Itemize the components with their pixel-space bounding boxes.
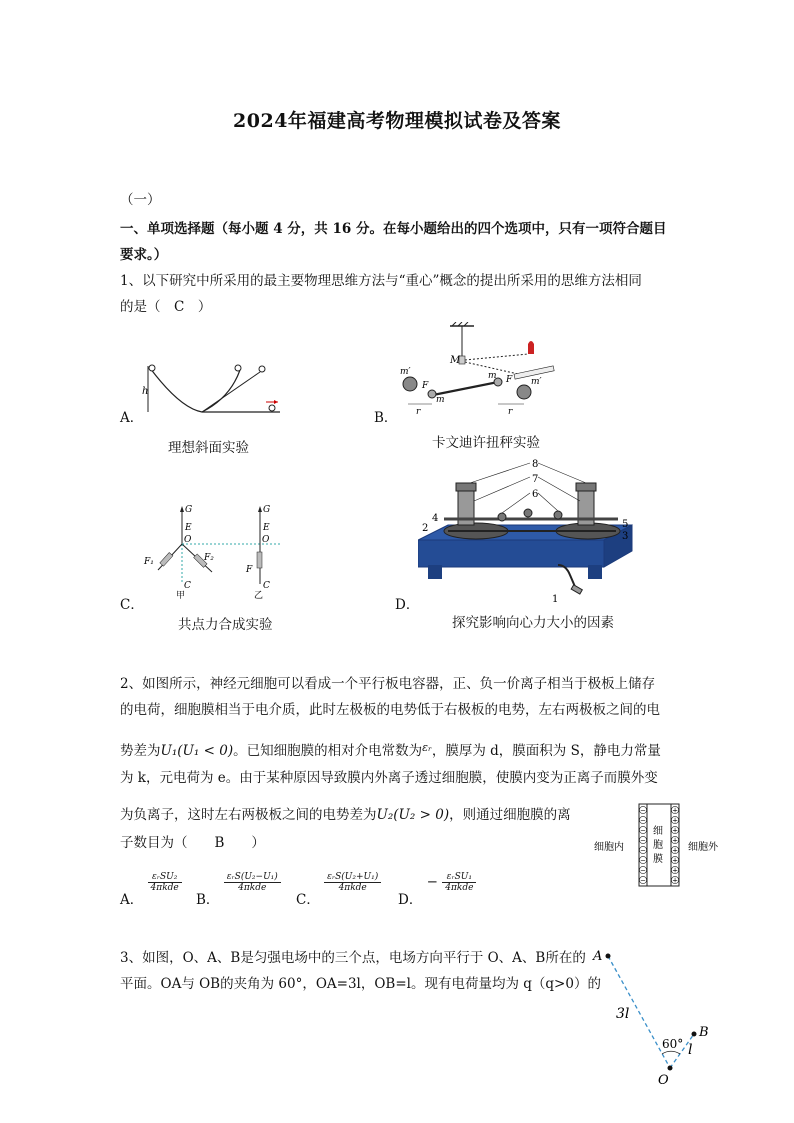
svg-text:l: l	[688, 1042, 693, 1058]
svg-text:A: A	[593, 949, 603, 964]
plus-charge: +	[672, 816, 678, 825]
minus-charge: −	[640, 846, 646, 855]
q2-stem-2: 的电荷，细胞膜相当于电介质，此时左极板的电势低于右极板的电势，左右两极板之间的电	[120, 702, 660, 718]
plus-charge: +	[672, 806, 678, 815]
q2-stem-4: 为 k，元电荷为 e。由于某种原因导致膜内外离子透过细胞膜，使膜内变为正离子而膜外变	[120, 770, 658, 786]
svg-text:3: 3	[622, 531, 629, 542]
option-b-letter: B．	[374, 410, 398, 426]
plus-charge: +	[672, 836, 678, 845]
q2-option-b: B． $\frac{\text{εᵣS(U₂−U₁)}}{\text{4πkde}}$	[196, 872, 281, 908]
q3-stem: 3、如图，O、A、B是匀强电场中的三个点，电场方向平行于 O、A、B所在的	[120, 950, 586, 966]
option-b-caption: 卡文迪许扭秤实验	[432, 435, 540, 451]
q2-stem-6: 子数目为（ B ）	[120, 835, 265, 851]
svg-text:F: F	[422, 381, 429, 391]
minus-charge: −	[640, 836, 646, 845]
section-heading: 一、单项选择题（每小题 4 分，共 16 分。在每小题给出的四个选项中，只有一项符合题目	[120, 221, 667, 237]
q3-stem-2: 平面。OA与 OB的夹角为 60°，OA=3l，OB=l。现有电荷量均为 q（q>0）的	[120, 976, 601, 992]
plus-charge: +	[672, 826, 678, 835]
label-outside: 细胞外	[688, 842, 718, 853]
plus-charge: +	[672, 846, 678, 855]
svg-text:r: r	[416, 407, 421, 417]
svg-text:M: M	[450, 355, 461, 366]
label-inside: 细胞内	[594, 842, 624, 853]
figure-force-composition	[140, 500, 290, 600]
label-h: h	[142, 386, 149, 397]
figure-centripetal-apparatus	[418, 455, 638, 605]
option-a-caption: 理想斜面实验	[168, 440, 249, 456]
q2-stem: 2、如图所示，神经元细胞可以看成一个平行板电容器，正、负一价离子相当于极板上储存	[120, 676, 656, 692]
svg-text:4: 4	[432, 513, 439, 524]
svg-text:m′: m′	[531, 377, 542, 387]
svg-text:6: 6	[532, 489, 539, 500]
svg-text:G: G	[263, 505, 271, 515]
section-heading-cont: 要求。）	[120, 247, 168, 263]
figure-triangle-oab	[588, 942, 718, 1090]
svg-text:60°: 60°	[662, 1037, 684, 1051]
figure-cavendish	[398, 322, 558, 417]
svg-text:2: 2	[422, 523, 429, 534]
minus-charge: −	[640, 856, 646, 865]
svg-text:甲: 甲	[176, 591, 186, 600]
option-c-caption: 共点力合成实验	[178, 617, 273, 633]
option-a-letter: A．	[120, 410, 144, 426]
svg-text:O: O	[184, 535, 192, 545]
minus-charge: −	[640, 876, 646, 885]
part-label: （一）	[120, 192, 161, 208]
minus-charge: −	[640, 816, 646, 825]
svg-text:O: O	[658, 1073, 669, 1088]
svg-text:7: 7	[532, 474, 539, 485]
plus-charge: +	[672, 876, 678, 885]
q2-option-d: D． − $\frac{\text{εᵣSU₁}}{\text{4πkde}}$	[398, 872, 476, 908]
svg-text:乙: 乙	[254, 591, 264, 600]
svg-text:E: E	[185, 523, 192, 533]
svg-text:5: 5	[622, 519, 629, 530]
svg-text:膜: 膜	[653, 854, 663, 865]
figure-ideal-incline	[140, 358, 290, 418]
q2-option-a: A． $\frac{\text{εᵣSU₂}}{\text{4πkde}}$	[120, 872, 182, 908]
svg-text:G: G	[185, 505, 193, 515]
svg-text:C: C	[184, 581, 191, 591]
q2-stem-3: 势差为U₁(U₁ < 0)。已知细胞膜的相对介电常数为$^{\varepsilon ᵣ}$，膜厚为 d，膜面积为 S，静电力常量	[120, 741, 661, 759]
svg-text:胞: 胞	[653, 840, 663, 851]
figure-cell-membrane	[594, 800, 754, 892]
page-title: 2024年福建高考物理模拟试卷及答案	[233, 110, 561, 132]
svg-text:F: F	[506, 375, 513, 385]
svg-text:E: E	[263, 523, 270, 533]
svg-text:8: 8	[532, 459, 539, 470]
q2-option-c: C． $\frac{\text{εᵣS(U₂+U₁)}}{\text{4πkde}}$	[296, 872, 381, 908]
q2-stem-5: 为负离子，这时左右两极板之间的电势差为U₂(U₂ > 0)，则通过细胞膜的离	[120, 807, 571, 823]
plus-charge: +	[672, 866, 678, 875]
svg-text:F: F	[246, 565, 253, 575]
plus-charge: +	[672, 856, 678, 865]
q1-stem-cont: 的是（ C ）	[120, 299, 212, 315]
svg-text:细: 细	[653, 826, 663, 837]
minus-charge: −	[640, 806, 646, 815]
minus-charge: −	[640, 826, 646, 835]
option-d-caption: 探究影响向心力大小的因素	[452, 615, 614, 631]
svg-text:F₁: F₁	[144, 557, 154, 567]
svg-text:3l: 3l	[616, 1006, 630, 1022]
svg-text:r: r	[508, 407, 513, 417]
svg-text:B: B	[699, 1025, 709, 1040]
svg-text:F₂: F₂	[204, 553, 214, 563]
svg-text:m′: m′	[400, 367, 411, 377]
svg-text:1: 1	[552, 594, 559, 605]
q1-stem: 1、以下研究中所采用的最主要物理思维方法与“重心”概念的提出所采用的思维方法相同	[120, 273, 642, 289]
svg-text:O: O	[262, 535, 270, 545]
option-d-letter: D．	[395, 597, 420, 613]
svg-text:m: m	[488, 371, 497, 381]
minus-charge: −	[640, 866, 646, 875]
option-c-letter: C．	[120, 597, 144, 613]
svg-text:m: m	[436, 395, 445, 405]
svg-text:C: C	[263, 581, 270, 591]
